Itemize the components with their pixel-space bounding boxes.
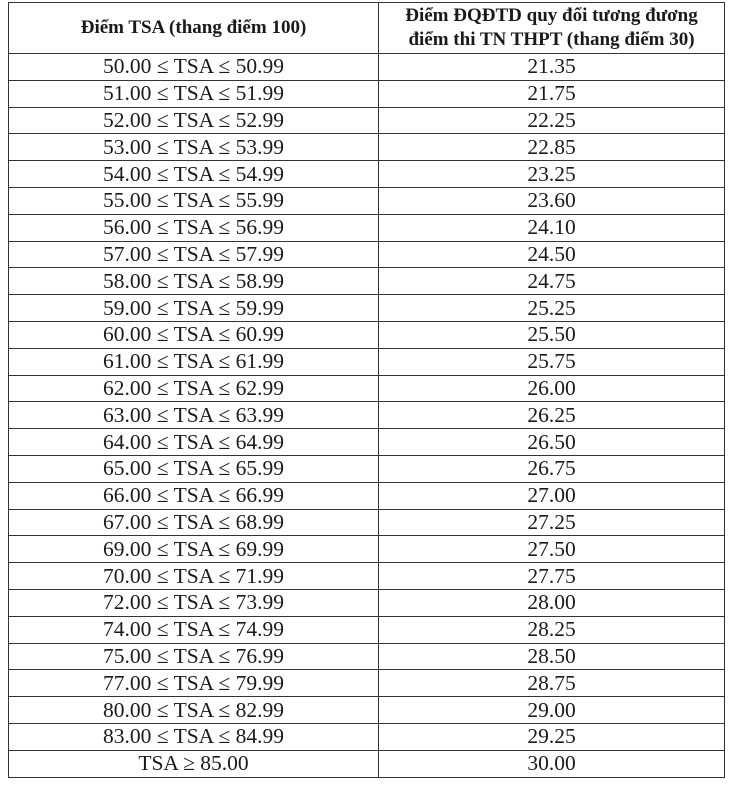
table-row [9,536,725,563]
score-conversion-table [8,2,725,778]
table-row [9,589,725,616]
table-row [9,268,725,295]
converted-score-cell: 21.35 [379,54,725,81]
tsa-range-cell: 80.00 ≤ TSA ≤ 82.99 [9,697,379,724]
table-row [9,563,725,590]
converted-score-cell: 28.00 [379,589,725,616]
converted-score-cell: 24.50 [379,241,725,268]
table-row [9,455,725,482]
tsa-range-cell: 66.00 ≤ TSA ≤ 66.99 [9,482,379,509]
table-row [9,187,725,214]
table-row [9,697,725,724]
tsa-range-cell: 59.00 ≤ TSA ≤ 59.99 [9,295,379,322]
converted-score-cell: 23.25 [379,161,725,188]
tsa-range-cell: 51.00 ≤ TSA ≤ 51.99 [9,80,379,107]
converted-score-cell: 26.25 [379,402,725,429]
table-row [9,321,725,348]
table-row [9,80,725,107]
tsa-range-cell: 77.00 ≤ TSA ≤ 79.99 [9,670,379,697]
converted-score-cell: 25.50 [379,321,725,348]
tsa-range-cell: 52.00 ≤ TSA ≤ 52.99 [9,107,379,134]
header-converted-score-line1: Điểm ĐQĐTD quy đổi tương đương [405,5,698,26]
tsa-range-cell: 65.00 ≤ TSA ≤ 65.99 [9,455,379,482]
converted-score-cell: 28.50 [379,643,725,670]
table-row [9,429,725,456]
table-row [9,643,725,670]
tsa-range-cell: 61.00 ≤ TSA ≤ 61.99 [9,348,379,375]
table-row [9,295,725,322]
table-row [9,723,725,750]
tsa-range-cell: 60.00 ≤ TSA ≤ 60.99 [9,321,379,348]
table-row [9,670,725,697]
converted-score-cell: 21.75 [379,80,725,107]
table-row [9,482,725,509]
tsa-range-cell: 58.00 ≤ TSA ≤ 58.99 [9,268,379,295]
table-row [9,348,725,375]
converted-score-cell: 30.00 [379,750,725,777]
tsa-range-cell: 72.00 ≤ TSA ≤ 73.99 [9,589,379,616]
converted-score-cell: 23.60 [379,187,725,214]
table-row [9,509,725,536]
header-tsa-score: Điểm TSA (thang điểm 100) [9,3,379,54]
header-converted-score [379,3,725,54]
converted-score-cell: 29.25 [379,723,725,750]
tsa-range-cell: 62.00 ≤ TSA ≤ 62.99 [9,375,379,402]
converted-score-cell: 28.25 [379,616,725,643]
tsa-range-cell: 64.00 ≤ TSA ≤ 64.99 [9,429,379,456]
table-row [9,54,725,81]
tsa-range-cell: 55.00 ≤ TSA ≤ 55.99 [9,187,379,214]
header-converted-score-line2: điểm thi TN THPT (thang điểm 30) [408,29,695,50]
tsa-range-cell: 75.00 ≤ TSA ≤ 76.99 [9,643,379,670]
tsa-range-cell: 74.00 ≤ TSA ≤ 74.99 [9,616,379,643]
converted-score-cell: 25.25 [379,295,725,322]
tsa-range-cell: 53.00 ≤ TSA ≤ 53.99 [9,134,379,161]
converted-score-cell: 27.75 [379,563,725,590]
tsa-range-cell: 50.00 ≤ TSA ≤ 50.99 [9,54,379,81]
tsa-range-cell: 70.00 ≤ TSA ≤ 71.99 [9,563,379,590]
tsa-range-cell: 83.00 ≤ TSA ≤ 84.99 [9,723,379,750]
converted-score-cell: 24.75 [379,268,725,295]
tsa-range-cell: 56.00 ≤ TSA ≤ 56.99 [9,214,379,241]
converted-score-cell: 28.75 [379,670,725,697]
converted-score-cell: 25.75 [379,348,725,375]
converted-score-cell: 27.50 [379,536,725,563]
tsa-range-cell: 63.00 ≤ TSA ≤ 63.99 [9,402,379,429]
converted-score-cell: 27.00 [379,482,725,509]
table-row [9,750,725,777]
tsa-range-cell: 54.00 ≤ TSA ≤ 54.99 [9,161,379,188]
table-row [9,375,725,402]
table-row [9,616,725,643]
table-row [9,402,725,429]
table-row [9,161,725,188]
table-row [9,241,725,268]
tsa-range-cell: 67.00 ≤ TSA ≤ 68.99 [9,509,379,536]
converted-score-cell: 24.10 [379,214,725,241]
converted-score-cell: 22.85 [379,134,725,161]
table-row [9,214,725,241]
tsa-range-cell: TSA ≥ 85.00 [9,750,379,777]
converted-score-cell: 26.75 [379,455,725,482]
table-body [9,54,725,778]
table-header [9,3,725,54]
tsa-range-cell: 69.00 ≤ TSA ≤ 69.99 [9,536,379,563]
converted-score-cell: 26.50 [379,429,725,456]
table-row [9,107,725,134]
converted-score-cell: 26.00 [379,375,725,402]
table-row [9,134,725,161]
converted-score-cell: 22.25 [379,107,725,134]
converted-score-cell: 29.00 [379,697,725,724]
tsa-range-cell: 57.00 ≤ TSA ≤ 57.99 [9,241,379,268]
conversion-table-container [8,2,724,778]
header-row [9,3,725,54]
converted-score-cell: 27.25 [379,509,725,536]
